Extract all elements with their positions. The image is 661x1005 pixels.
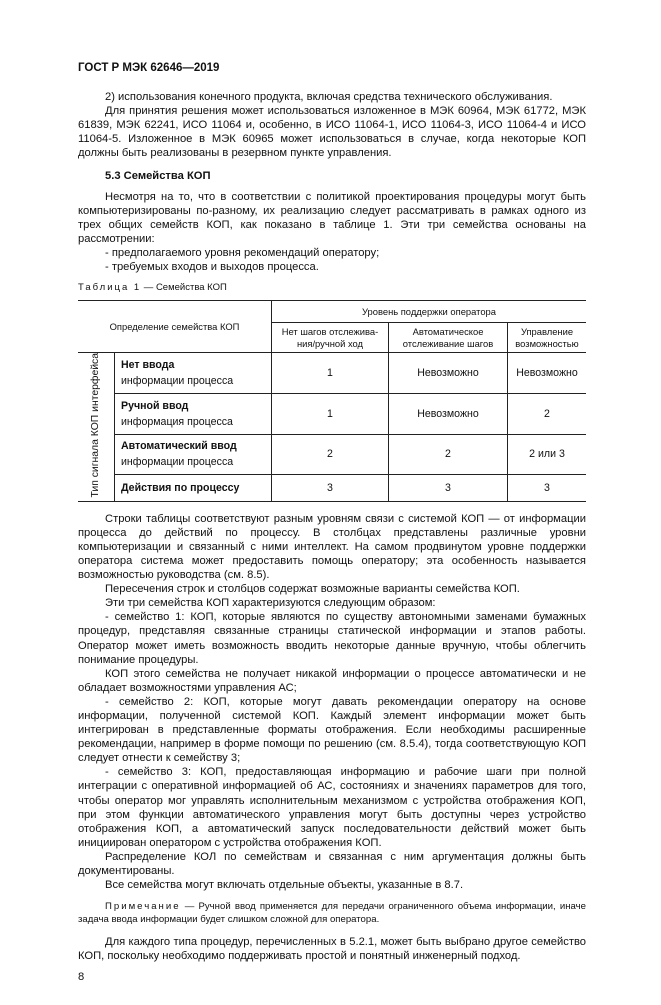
- row-subtitle: информации процесса: [121, 456, 234, 469]
- paragraph: - семейство 2: КОП, которые могут давать рекомендации оператору на основе информации, полученной системой КОП. Каждый элемент информации может быть интегрирован в представленные форматы отображения. Если необходимы расширенные рекомендации, например в форме помощи по решению (см. 8.5.4), тогда соответствующую КОП следует отнести к семейству 3;: [78, 695, 586, 765]
- table-cell: 2: [272, 434, 389, 475]
- section-5-3: [78, 169, 586, 275]
- paragraph: Для каждого типа процедур, перечисленных в 5.2.1, может быть выбрано другое семейство КОП, поскольку необходимо поддерживать простой и понятный инженерный подход.: [78, 936, 586, 963]
- paragraph: Для принятия решения может использоваться изложенное в МЭК 60964, МЭК 61772, МЭК 61839, МЭК 62241, ИСО 11064 и, особенно, в ИСО 11064-1, ИСО 11064-3, ИСО 11064-4 и ИСО 11064-5. Изложенное в МЭК 60965 может использоваться в случае, когда некоторые КОП должны быть реализованы в резервном пункте управления.: [78, 105, 586, 160]
- row-title: Нет ввода: [121, 359, 175, 372]
- row-subtitle: информация процесса: [121, 415, 233, 428]
- table-cell: 3: [389, 475, 508, 501]
- row-title: Автоматический ввод: [121, 440, 237, 453]
- page-number: 8: [78, 971, 85, 984]
- caption-label: Таблица 1: [78, 282, 142, 294]
- paragraph: Пересечения строк и столбцов содержат возможные варианты семейства КОП.: [105, 583, 520, 596]
- intro: [78, 90, 586, 160]
- table-cell: 2: [508, 393, 587, 434]
- table-cell: 2 или 3: [508, 434, 587, 475]
- paragraph: КОП этого семейства не получает никакой информации о процессе автоматически и не обладает возможностями управления АС;: [78, 667, 586, 694]
- body-text: [78, 512, 586, 985]
- document-title: ГОСТ Р МЭК 62646—2019: [78, 62, 220, 74]
- paragraph: Строки таблицы соответствуют разным уровням связи с системой КОП — от информации процесса до действий по процессу. В столбцах представлены различные уровни компьютеризации и связанный с ними интеллект. На самом продвинутом уровне поддержки оператора система может предоставить помощь оператору; эта особенность называется возможностью руководства (см. 8.5).: [78, 512, 586, 582]
- paragraph: Несмотря на то, что в соответствии с политикой проектирования процедуры могут быть компьютеризированы по-разному, их реализацию следует рассматривать в рамках одного из трех общих семейств КОП, как показано в таблице 1. Эти три семейства основаны на рассмотрении:: [78, 190, 586, 245]
- row-header: [115, 393, 272, 434]
- row-header: [115, 434, 272, 475]
- row-title: Ручной ввод: [121, 399, 189, 412]
- table-cell: 3: [508, 475, 587, 501]
- paragraph: - семейство 1: КОП, которые являются по существу автономными заменами бумажных процедур, представляя связанные страницы статической информации и этапов работы. Оператор может иметь возможность вводить некоторые данные вручную, чтобы облегчить понимание процедуры.: [78, 611, 586, 666]
- column-header: Нет шагов отслежива-ния/ручной ход: [272, 323, 389, 353]
- section-heading: 5.3 Семейства КОП: [105, 169, 211, 182]
- note-text: — Ручной ввод применяется для передачи ограниченного объема информации, иначе задача ввода информации будет слишком сложной для оператора.: [78, 901, 586, 926]
- column-header: Автоматическое отслеживание шагов: [389, 323, 508, 353]
- table-cell: 1: [272, 353, 389, 394]
- list-item: - предполагаемого уровня рекомендаций оператору;: [105, 247, 380, 260]
- column-header: Управление возможностью: [508, 323, 587, 353]
- group-header: Уровень поддержки оператора: [272, 301, 587, 323]
- table-cell: 2: [389, 434, 508, 475]
- paragraph: Все семейства могут включать отдельные объекты, указанные в 8.7.: [105, 879, 464, 892]
- header: [78, 61, 586, 75]
- note: [78, 900, 586, 926]
- table-cell: 3: [272, 475, 389, 501]
- table-cell: Невозможно: [389, 353, 508, 394]
- list-item: - требуемых входов и выходов процесса.: [105, 261, 319, 274]
- caption-text: — Семейства КОП: [141, 282, 227, 294]
- paragraph: - семейство 3: КОП, предоставляющая информацию и рабочие шаги при полной интеграции с оперативной информацией об АС, состояниях и значениях параметров для того, чтобы оператор мог управлять исполнительным механизмом с устройства отображения КОП, при этом функции автоматического управления могут быть доступны через устройство отображения КОП, а автоматический запуск последовательности действий может быть инициирован оператором с устройства отображения КОП.: [78, 766, 586, 849]
- row-header: [115, 475, 272, 501]
- table-cell: 1: [272, 393, 389, 434]
- row-group-label: Тип сигнала КОП интерфейса: [90, 353, 101, 498]
- paragraph: 2) использования конечного продукта, включая средства технического обслуживания.: [105, 91, 553, 104]
- row-title: Действия по процессу: [121, 481, 240, 494]
- table-cell: Невозможно: [389, 393, 508, 434]
- paragraph: Эти три семейства КОП характеризуются следующим образом:: [105, 597, 436, 610]
- families-table: [78, 300, 586, 501]
- corner-header: Определение семейства КОП: [78, 301, 272, 353]
- row-header: [115, 353, 272, 394]
- note-label: Примечание: [105, 901, 181, 913]
- row-group-header: [78, 353, 115, 501]
- table-caption: [78, 281, 586, 294]
- row-subtitle: информации процесса: [121, 375, 234, 388]
- table-cell: Невозможно: [508, 353, 587, 394]
- paragraph: Распределение КОЛ по семействам и связанная с ним аргументация должны быть документированы.: [78, 850, 586, 878]
